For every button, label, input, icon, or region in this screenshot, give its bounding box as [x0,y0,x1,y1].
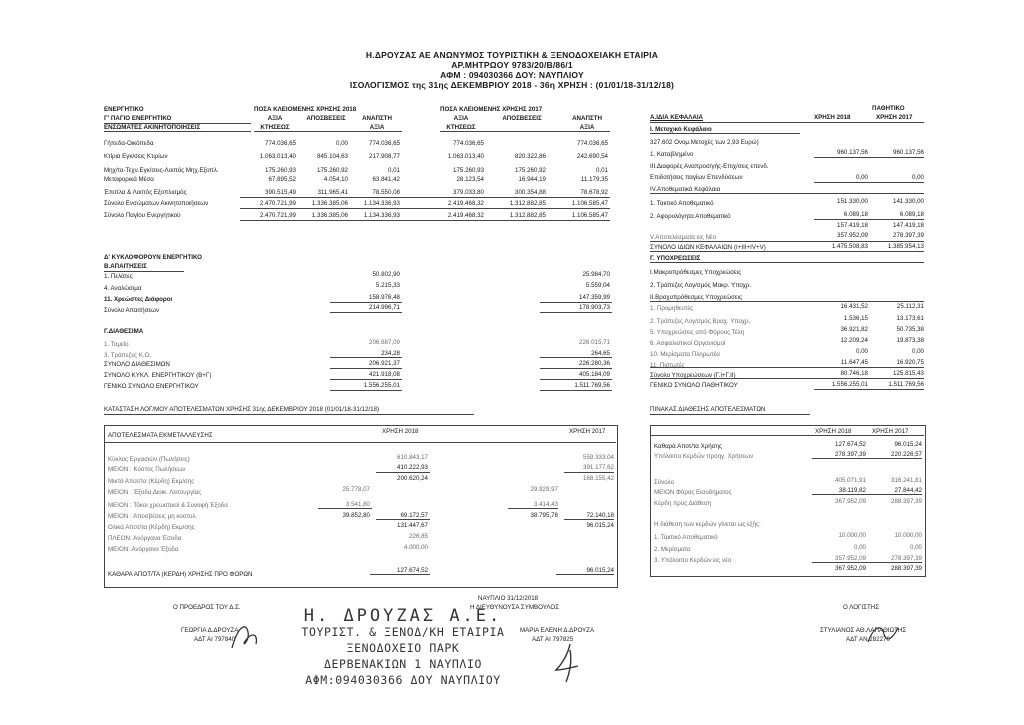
value-2017: 16.920,75 [896,359,924,366]
net-2018: 774.036,65 [369,140,400,147]
row-label: 2. Τράπεζες Λογ/σμός Βραχ. Υποχρ. [650,318,751,325]
value-2018: 357.952,09 [837,232,868,239]
col-2018: ΧΡΗΣΗ 2018 [814,114,851,121]
row-label: Κέρδη προς Διάθεση [654,500,712,507]
value-2017: 13.173,61 [896,315,924,322]
depr-2018: 845.104,63 [317,153,348,160]
obligations-total-label: Σύνολο Υποχρεώσεων (Γ.Ι+Γ.ΙΙ) [650,372,736,379]
sub-amount-2017: 38.795,78 [530,512,558,519]
depr-2018: 1.336.385,06 [311,212,348,219]
divider [104,414,474,415]
amount-2017: 96.015,24 [586,522,614,529]
row-label: 1. Πελάτες [104,273,133,280]
row-label: ΜΕΙΟΝ: Ανόργανα Έξοδα [108,546,179,553]
amount-2017: 168.155,42 [583,475,614,482]
equity-title: Α.ΙΔΙΑ ΚΕΦΑΛΑΙΑ [650,114,704,121]
obligations-title: Γ. ΥΠΟΧΡΕΩΣΕΙΣ [650,255,701,262]
value-2017: 141.330,00 [893,198,924,205]
assets-grand-total-2017: 1.511.769,56 [574,382,610,389]
row-label: Σύνολο Παγίου Ενεργητικού [104,212,181,219]
row-label: Κύκλος Εργασιών (Πωλήσεις) [108,456,190,463]
company-name: Η.ΔΡΟΥΖΑΣ ΑΕ ΑΝΩΝΥΜΟΣ ΤΟΥΡΙΣΤΙΚΗ & ΞΕΝΟΔΟΧΕΙΑΚΗ ΕΤΑΙΡΙΑ [365,50,659,60]
amount-2018: 69.172,57 [400,512,428,519]
row-label: 1. Ταμείο [104,341,129,348]
current-total-label: ΣΥΝΟΛΟ ΚΥΚΛ. ΕΝΕΡΓΗΤΙΚΟΥ (Β+Γ) [104,372,212,379]
president-id: ΑΔΤ ΑΙ 797840 [194,636,236,643]
col-2017: ΧΡΗΣΗ 2017 [876,114,913,121]
col-net-2017: ΑΝΑΠΣΤΗ [572,115,602,122]
value-2017: 0,00 [911,348,924,355]
value-2017: 96.015,24 [894,441,922,448]
divider [330,390,402,391]
divider [240,197,610,198]
value-2018: 5.215,33 [375,282,400,289]
value-2017: 2.419.468,32 [447,200,484,207]
value-2018: 405.071,91 [835,477,866,484]
value-2018: 12.209,24 [840,337,868,344]
longterm-title: Ι.Μακροπρόθεσμες Υποχρεώσεις [650,269,742,276]
row-label: Ολικά Αποτ/τα (Κέρδη) Εκμ/σης [108,524,195,531]
row-label: ΜΕΙΟΝ : Αποσβέσεις μη κοστολ. [108,513,198,520]
value-2017: 220.226,57 [891,451,922,458]
current-assets-title: Δ' ΚΥΚΛΟΦΟΡΟΥΝ ΕΝΕΡΓΗΤΙΚΟ [104,254,202,261]
row-label: 1. Τακτικό Αποθεματικό [654,534,718,541]
stamp-line: ΑΦΜ:094030366 ΔΟΥ ΝΑΥΠΛΙΟΥ [305,673,501,687]
divider [330,312,402,313]
row-label: ΠΛΕΟΝ: Ανόργανα Έσοδα [108,535,182,542]
value-2017: 379.033,80 [453,189,484,196]
value-2017: 5.559,04 [585,282,610,289]
amount-2018: 410.222,93 [397,464,428,471]
ceo-title: Η ΔΙΕΥΘΥΝΟΥΣΑ ΣΥΜΒΟΥΛΟΣ [470,604,560,611]
value-2017: 147.359,99 [579,294,610,301]
net-profit-2017: 96.015,24 [586,567,614,574]
tangible-title: ΕΝΣΩΜΑΤΕΣ ΑΚΙΝΗΤΟΠΟΙΗΣΕΙΣ [104,124,201,131]
row-label: V.Αποτελέσματα εις Νέο [650,234,717,241]
divider [104,271,184,272]
divider [556,574,614,575]
row-label: 11. Πιστωτές [650,362,685,369]
depr-2018: 311.965,41 [317,189,348,196]
value-2018: 10.000,00 [838,532,866,539]
cash-total-2018: 206.921,37 [369,360,400,367]
divider [650,378,924,379]
row-label: Μεταφορικά Μέσα [104,176,154,183]
row-label: Υπόλοιπο Κερδών προηγ. Χρήσεων [654,453,754,460]
depr-2017: 175.260,92 [515,167,546,174]
stamp-line: Η. ΔΡΟΥΖΑΣ Α.Ε. [303,606,503,626]
net-2018: 217.908,77 [369,153,400,160]
row-label: 4. Αναλώσιμα [104,285,142,292]
equity-total-2018: 1.475.508,83 [831,243,868,250]
share-capital-title: Ι. Μετοχικό Κεφάλαιο [650,126,712,133]
col-depr-2018: ΑΠΟΣΒΕΣΕΙΣ [306,115,346,122]
divider [650,122,924,123]
net-2017: 11.179,35 [580,176,608,183]
row-label: 6. Ασφαλιστικοί Οργανισμοί [650,340,726,347]
value-2017: 0,00 [911,174,924,181]
value-2017: 288.397,39 [891,498,922,505]
ceo-id: ΑΔΤ ΑΙ 797825 [532,636,574,643]
divider [650,367,924,368]
reserves-total-2017: 147.419,18 [893,222,924,229]
value-2018: 390.515,49 [265,189,296,196]
value-2017: 960.137,56 [893,149,924,156]
assets-grand-total-label: ΓΕΝΙΚΟ ΣΥΝΟΛΟ ΕΝΕΡΓΗΤΙΚΟΥ [104,383,199,390]
place-date: ΝΑΥΠΛΙΟ 31/12/2018 [478,595,539,602]
value-2018: 67.895,52 [268,176,296,183]
value-2017: 50.735,38 [896,326,924,333]
divider [814,182,924,183]
value-2018: 6.089,18 [843,211,868,218]
value-2018: 234,28 [381,350,400,357]
divider [650,414,810,415]
value-2017: 178.903,73 [579,304,610,311]
value-2017: 278.397,39 [893,232,924,239]
value-2017: 19.873,38 [896,337,924,344]
divider [812,494,922,495]
value-2017: 774.036,65 [453,140,484,147]
accountant-id: ΑΔΤ ΑΝ 282270 [846,636,890,643]
net-2018: 0,01 [387,167,400,174]
value-2018: 357.952,09 [835,555,866,562]
alloc-total-2018: 367.952,09 [835,565,866,572]
depr-2018: 0,00 [335,140,348,147]
value-2017: 27.844,42 [894,487,922,494]
amount-2018: 131.447,67 [397,522,428,529]
value-2017: 6.089,18 [899,211,924,218]
sub-amount-2017: 29.929,97 [530,486,558,493]
divider [240,208,610,209]
sub-amount-2017: 3.414,43 [533,501,558,508]
y2018-header: ΠΟΣΑ ΚΛΕΙΟΜΕΝΗΣ ΧΡΗΣΗΣ 2018 [254,106,357,113]
accountant-title: Ο ΛΟΓΙΣΤΗΣ [843,604,880,611]
divider [650,262,924,263]
net-2018: 1.134.336,93 [363,212,400,219]
distribution-col-2018: ΧΡΗΣΗ 2018 [815,428,852,435]
depr-2017: 1.312.882,85 [509,212,546,219]
value-2018: 2.470.721,99 [259,200,296,207]
row-label: 3. Τράπεζες Κ.Ο. [104,352,152,359]
row-label: Σύνολο [654,479,675,486]
col-value-2018: ΑΞΙΑ [267,115,283,122]
tax-id: ΑΦΜ : 094030366 ΔΟΥ: ΝΑΥΠΛΙΟΥ [440,70,584,80]
divider [508,508,558,509]
current-total-2018: 421.918,08 [369,371,400,378]
col-net-2017-sub: ΑΞΙΑ [579,124,595,131]
net-2017: 1.106.585,47 [571,212,608,219]
sub-amount-2018: 25.778,07 [342,486,370,493]
divider [650,435,924,436]
value-2017: 28.123,54 [456,176,484,183]
divider [540,390,612,391]
divider [540,379,612,380]
share-note: 327.602 Ονομ.Μετοχές των 2,93 Ευρώ) [650,139,759,146]
row-label: Καθαρά Αποτ/τα Χρήσης [654,443,722,450]
amount-2017: 391.177,62 [583,464,614,471]
divider [240,220,610,221]
value-2018: 1.063.013,40 [259,153,296,160]
distribution-col-2017: ΧΡΗΣΗ 2017 [872,428,909,435]
value-2018: 175.260,93 [265,167,296,174]
divider [812,562,922,563]
shortterm-title: ΙΙ.Βραχυπρόθεσμες Υποχρεώσεις [650,294,743,301]
results-col-2018: ΧΡΗΣΗ 2018 [382,428,419,435]
amount-2017: 559.333,04 [583,454,614,461]
reserves-total-2018: 157.419,18 [837,222,868,229]
fixed-assets-title: Γ' ΠΑΓΙΟ ΕΝΕΡΓΗΤΙΚΟ [104,115,172,122]
value-2018: 367.952,09 [835,498,866,505]
divider [540,357,612,358]
value-2018: 158.978,48 [369,294,400,301]
divider [330,368,402,369]
row-label: 1. Τακτικό Αποθεματικό [650,200,714,207]
divider [814,219,924,220]
stamp-line: ΤΟΥΡΙΣΤ. & ΞΕΝΟΔ/ΚΗ ΕΤΑΙΡΙΑ [301,625,505,639]
net-2018: 1.134.336,93 [363,200,400,207]
row-label: Μηχ/τα-Τεχν.Εγκ/σεις-Λοιπός Μηχ.Εξοπλ. [104,167,219,174]
depr-2017: 16.944,19 [518,176,546,183]
allocation-title: Η διάθεση των κερδών γίνεται ως εξής: [654,521,761,528]
value-2017: 1.063.013,40 [447,153,484,160]
row-label: ΜΕΙΟΝ : Έξοδα Διοικ. Λειτουργίας [108,489,202,496]
registry-number: ΑΡ.ΜΗΤΡΩΟΥ 9783/20/Β/86/1 [451,60,573,70]
value-2018: 50.802,90 [372,271,400,278]
alloc-total-2017: 288.397,39 [891,565,922,572]
net-2017: 242.690,54 [577,153,608,160]
divider [540,312,612,313]
value-2017: 10.000,00 [894,532,922,539]
col-value-2018-sub: ΚΤΗΣΕΩΣ [260,124,290,131]
value-2018: 0,00 [855,348,868,355]
divider [650,241,924,242]
stamp-line: ΔΕΡΒΕΝΑΚΙΩΝ 1 ΝΑΥΠΛΙΟ [324,657,482,671]
value-2018: 774.036,65 [265,140,296,147]
divider [650,133,800,134]
depr-2017: 1.312.882,85 [509,200,546,207]
cash-total-label: ΣΥΝΟΛΟ ΔΙΑΘΕΣΙΜΩΝ [104,361,170,368]
amount-2018: 226,85 [409,533,428,540]
depr-2018: 4.054,10 [323,176,348,183]
liabilities-title: ΠΑΘΗΤΙΚΟ [872,105,905,112]
depr-2018: 1.336.385,06 [311,200,348,207]
y2017-header: ΠΟΣΑ ΚΛΕΙΟΜΕΝΗΣ ΧΡΗΣΗΣ 2017 [440,106,543,113]
equity-total-2017: 1.385.954,13 [887,243,924,250]
row-label: Γήπεδα-Οικόπεδα [104,140,154,147]
row-label: Μικτά Αποτ/τα (Κέρδη) Εκμ/σης [108,478,195,485]
value-2018: 2.470.721,99 [259,212,296,219]
col-net-2018: ΑΝΑΠΣΤΗ [362,115,392,122]
col-depr-2017: ΑΠΟΣΒΕΣΕΙΣ [502,115,542,122]
divider [650,193,924,194]
document-title: ΙΣΟΛΟΓΙΣΜΟΣ της 31ης ΔΕΚΕΜΒΡΙΟΥ 2018 - 36η ΧΡΗΣΗ : (01/01/18-31/12/18) [349,80,675,90]
assets-title: ΕΝΕΡΓΗΤΙΚΟ [104,106,144,113]
col-value-2017-sub: ΚΤΗΣΕΩΣ [446,124,476,131]
value-2018: 1.536,15 [843,315,868,322]
row-label: 2. Αφορολόγητα Αποθεματικό [650,213,731,220]
divider [650,251,924,252]
row-label: Έπιπλα & Λοιπός Εξοπλισμός [104,189,187,196]
accountant-signature-icon [864,620,904,652]
amount-2018: 4.000,00 [403,544,428,551]
row-label: 3. Υπόλοιπο Κερδών εις νέο [654,557,732,564]
value-2018: 38.119,82 [838,487,866,494]
value-2018: 214.996,71 [369,304,400,311]
value-2018: 960.137,56 [837,149,868,156]
divider [376,472,430,473]
ceo-name: ΜΑΡΙΑ ΕΛΕΝΗ Δ.ΔΡΟΥΖΑ [520,627,595,634]
net-profit-2018: 127.674,52 [397,567,428,574]
divider [330,379,402,380]
divider [812,458,922,459]
assets-grand-total-2018: 1.556.255,01 [363,382,400,389]
sub-amount-2018: 39.852,80 [342,512,370,519]
net-2018: 78.550,08 [372,189,400,196]
results-col-2017: ΧΡΗΣΗ 2017 [569,428,606,435]
col-value-2017: ΑΞΙΑ [453,115,469,122]
row-label: ΜΕΙΟΝ : Κόστος Πωλήσεων [108,466,186,473]
divider [104,442,616,443]
amount-2018: 200.620,24 [397,475,428,482]
distribution-title: ΠΙΝΑΚΑΣ ΔΙΑΘΕΣΗΣ ΑΠΟΤΕΛΕΣΜΑΤΩΝ [650,406,766,413]
value-2017: 25.112,31 [896,303,924,310]
row-label: Σύνολο Απαιτήσεων [104,307,160,314]
value-2017: 0,00 [909,544,922,551]
liabilities-grand-total-2017: 1.511.769,56 [888,381,924,388]
value-2018: 36.921,82 [840,326,868,333]
row-label: 1. Προμηθευτές [650,305,694,312]
stamp-line: ΞΕΝΟΔΟΧΕΙΟ ΠΑΡΚ [346,641,460,655]
divider [564,519,614,520]
row-label: 11. Χρεώστες Διάφοροι [104,296,173,303]
divider [376,519,430,520]
divider [330,302,402,303]
company-stamp [296,608,510,688]
divider [440,131,610,132]
row-label: Σύνολο Ενσώματων Ακινητοποιήσεων [104,200,209,207]
divider [254,131,402,132]
amount-2018: 610.843,17 [397,454,428,461]
value-2018: 16.431,52 [840,303,868,310]
liabilities-grand-total-label: ΓΕΝΙΚΟ ΣΥΝΟΛΟ ΠΑΘΗΤΙΚΟΥ [650,382,738,389]
net-profit-label: ΚΑΘΑΡΑ ΑΠΟΤ/ΤΑ (ΚΕΡΔΗ) ΧΡΗΣΗΣ ΠΡΟ ΦΟΡΩΝ [108,571,253,578]
row-label: 2. Μερίσματα [654,546,691,553]
net-2017: 1.106.585,47 [571,200,608,207]
longterm-row: 2. Τράπεζες Λογ/σμός Μακρ. Υποχρ. [650,282,752,289]
president-title: Ο ΠΡΟΕΔΡΟΣ ΤΟΥ Δ.Σ. [173,604,241,611]
liabilities-grand-total-2018: 1.556.255,01 [831,381,868,388]
divider [814,389,924,390]
amount-2017: 72.140,18 [586,512,614,519]
value-2018: 278.397,39 [835,451,866,458]
ceo-signature-icon [548,640,588,686]
divider [540,368,612,369]
value-2018: 127.674,52 [835,441,866,448]
results-title: ΚΑΤΑΣΤΑΣΗ ΛΟΓ/ΜΟΥ ΑΠΟΤΕΛΕΣΜΑΤΩΝ ΧΡΗΣΗΣ 31ης ΔΕΚΕΜΒΡΙΟΥ 2018 (01/01/18-31/12/18) [104,406,380,413]
divider [104,131,251,132]
divider [814,157,924,158]
value-2018: 11.647,45 [840,359,868,366]
value-2017: 226.015,71 [579,339,610,346]
depr-2017: 300.354,88 [515,189,546,196]
divider [330,357,402,358]
value-2017: 2.419.468,32 [447,212,484,219]
row-label: 1. Καταβλημένο [650,151,694,158]
revaluation-title: ΙΙΙ.Διαφορές Αναπροσ/γής-Επιχ/σεις επενδ. [650,163,769,170]
divider [650,301,924,302]
net-2017: 0,01 [595,167,608,174]
current-total-2017: 405.184,09 [579,371,610,378]
row-label: 5. Υποχρεώσεις από Φόρους Τέλη [650,329,745,336]
value-2018: 0,00 [855,174,868,181]
value-2017: 264,65 [591,350,610,357]
sub-amount-2018: 3.541,80 [345,501,370,508]
value-2017: 316.241,81 [891,477,922,484]
value-2017: 25.984,70 [582,271,610,278]
divider [564,472,614,473]
obligations-total-2017: 125.815,43 [893,370,924,377]
president-signature-icon [226,618,266,658]
results-section-title: ΑΠΟΤΕΛΕΣΜΑΤΑ ΕΚΜΕΤΑΛΛΕΥΣΗΣ [108,432,213,439]
net-2017: 774.036,65 [577,140,608,147]
cash-title: Γ.ΔΙΑΘΕΣΙΜΑ [104,328,144,335]
col-net-2018-sub: ΑΞΙΑ [369,124,385,131]
reserves-title: IV.Αποθεματικά Κεφάλαια [650,186,721,193]
row-label: ΜΕΙΟΝ Φόρος Εισοδήματος [654,489,732,496]
value-2018: 151.330,00 [837,198,868,205]
row-label: Επιδοτήσεις παγίων Επενδύσεων [650,174,743,181]
row-label: Κτίρια Εγκ/σεις Κτιρίων [104,153,168,160]
value-2017: 278.397,39 [891,555,922,562]
accountant-name: ΣΤΥΛΙΑΝΟΣ ΑΘ.ΛΑΠΑΘΙΩΤΗΣ [820,627,907,634]
divider [318,508,372,509]
row-label: ΜΕΙΟΝ : Τόκοι χρεωστικοί & Συναφή Έξοδα [108,502,228,509]
cash-total-2017: 226.280,36 [579,360,610,367]
obligations-total-2018: 80.746,18 [840,370,868,377]
row-label: 10. Μερίσματα Πληρωτέα [650,351,720,358]
value-2018: 0,00 [853,544,866,551]
divider [540,302,612,303]
president-name: ΓΕΩΡΓΙΑ Δ.ΔΡΟΥΖΑ [181,627,239,634]
depr-2017: 820.322,86 [515,153,546,160]
depr-2018: 175.260,92 [317,167,348,174]
value-2018: 206.687,09 [369,339,400,346]
equity-total-label: ΣΥΝΟΛΟ ΙΔΙΩΝ ΚΕΦΑΛΑΙΩΝ (Ι+ΙΙΙ+IV+V) [650,244,766,251]
net-2017: 78.678,92 [580,189,608,196]
divider [370,574,430,575]
net-2018: 63.841,42 [372,176,400,183]
value-2017: 175.260,93 [453,167,484,174]
receivables-title: Β.ΑΠΑΙΤΗΣΕΙΣ [104,263,147,270]
